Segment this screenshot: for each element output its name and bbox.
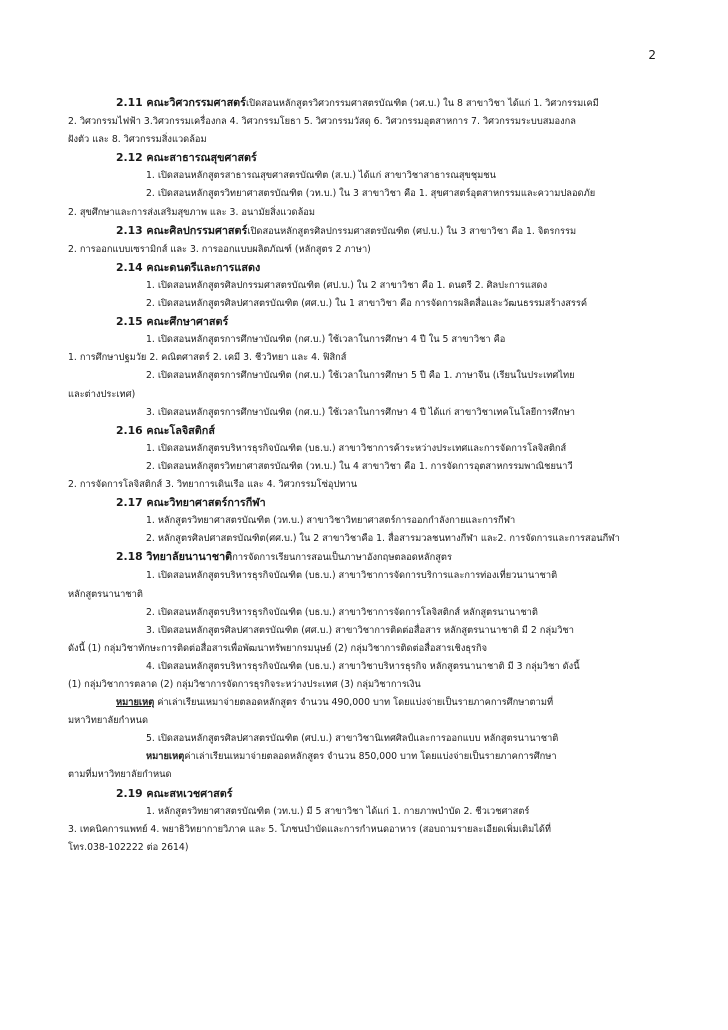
note-text: ค่าเล่าเรียนเหมาจ่ายตลอดหลักสูตร จำนวน 490,000 บาท โดยแบ่งจ่ายเป็นรายภาคการศึกษาตามที่ — [154, 697, 554, 709]
section-text: เปิดสอนหลักสูตรศิลปกรรมศาสตรบัณฑิต (ศป.บ.) ใน 3 สาขาวิชา คือ 1. จิตรกรรม — [247, 225, 577, 237]
section-text: 2. สุขศึกษาและการส่งเสริมสุขภาพ และ 3. อนามัยสิ่งแวดล้อม — [68, 206, 315, 218]
section-text: หลักสูตรนานาชาติ — [68, 588, 143, 600]
section-2-16-title: 2.16 คณะโลจิสติกส์ — [116, 423, 215, 437]
section-text: 4. เปิดสอนหลักสูตรบริหารธุรกิจบัณฑิต (บธ.บ.) สาขาวิชาบริหารธุรกิจ หลักสูตรนานาชาติ มี 3 กลุ่มวิชา ดังนี้ — [146, 660, 580, 672]
section-text: 1. เปิดสอนหลักสูตรสาธารณสุขศาสตรบัณฑิต (ส.บ.) ได้แก่ สาขาวิชาสาธารณสุขชุมชน — [146, 170, 496, 182]
page-number: 2 — [648, 48, 656, 62]
section-2-19-title: 2.19 คณะสหเวชศาสตร์ — [116, 786, 233, 800]
note-label: หมายเหตุ — [146, 751, 185, 763]
section-text: 3. เปิดสอนหลักสูตรศิลปศาสตรบัณฑิต (ศศ.บ.) สาขาวิชาการติดต่อสื่อสาร หลักสูตรนานาชาติ มี 2 กลุ่มวิชา — [146, 624, 574, 636]
section-text: 3. เทคนิคการแพทย์ 4. พยาธิวิทยากายวิภาค และ 5. โภชนบำบัดและการกำหนดอาหาร (สอบถามรายละเอียดเพิ่มเติมได้ที่ — [68, 823, 552, 835]
section-text: 2. หลักสูตรศิลปศาสตรบัณฑิต(ศศ.บ.) ใน 2 สาขาวิชาคือ 1. สื่อสารมวลชนทางกีฬา และ2. การจัดการและการสอนกีฬา — [146, 533, 620, 545]
section-text: 2. เปิดสอนหลักสูตรวิทยาศาสตรบัณฑิต (วท.บ.) ใน 3 สาขาวิชา คือ 1. สุขศาสตร์อุตสาหกรรมและความปลอดภัย — [146, 188, 596, 200]
section-text: 1. การศึกษาปฐมวัย 2. คณิตศาสตร์ 2. เคมี 3. ชีววิทยา และ 4. ฟิสิกส์ — [68, 352, 347, 364]
section-text: การจัดการเรียนการสอนเป็นภาษาอังกฤษตลอดหลักสูตร — [232, 552, 452, 564]
note-line — [68, 748, 662, 766]
section-text: (1) กลุ่มวิชาการตลาด (2) กลุ่มวิชาการจัดการธุรกิจระหว่างประเทศ (3) กลุ่มวิชาการเงิน — [68, 679, 421, 690]
note-text: ตามที่มหาวิทยาลัยกำหนด — [68, 769, 172, 781]
section-text: 3. เปิดสอนหลักสูตรการศึกษาบัณฑิต (กศ.บ.) ใช้เวลาในการศึกษา 4 ปี ได้แก่ สาขาวิชาเทคโนโลยีการศึกษา — [146, 406, 575, 418]
section-text: ฝังตัว และ 8. วิศวกรรมสิ่งแวดล้อม — [68, 134, 207, 146]
section-2-15-title: 2.15 คณะศึกษาศาสตร์ — [116, 315, 229, 329]
section-text: 1. หลักสูตรวิทยาศาสตรบัณฑิต (วท.บ.) มี 5 สาขาวิชา ได้แก่ 1. กายภาพบำบัด 2. ชีวเวชศาสตร์ — [146, 805, 530, 817]
section-text: เปิดสอนหลักสูตรวิศวกรรมศาสตรบัณฑิต (วศ.บ.) ใน 8 สาขาวิชา ได้แก่ 1. วิศวกรรมเคมี — [245, 98, 599, 109]
section-title: 2.18 วิทยาลัยนานาชาติ — [116, 550, 233, 564]
section-title: 2.11 คณะวิศวกรรมศาสตร์ — [116, 96, 246, 109]
section-text: โทร.038-102222 ต่อ 2614) — [68, 841, 189, 853]
note-line — [68, 694, 662, 712]
note-label: หมายเหตุ — [116, 697, 155, 709]
section-2-18-heading — [68, 548, 662, 567]
section-text: ดังนี้ (1) กลุ่มวิชาทักษะการติดต่อสื่อสารเพื่อพัฒนาทรัพยากรมนุษย์ (2) กลุ่มวิชาการติดต่อสื่อสารเชิงธุรกิจ — [68, 642, 488, 654]
section-text: 2. เปิดสอนหลักสูตรวิทยาศาสตรบัณฑิต (วท.บ.) ใน 4 สาขาวิชา คือ 1. การจัดการอุตสาหกรรมพาณิชยนาวี — [146, 460, 573, 472]
section-2-11-heading — [68, 94, 662, 113]
section-text: 2. การจัดการโลจิสติกส์ 3. วิทยาการเดินเรือ และ 4. วิศวกรรมโซ่อุปทาน — [68, 478, 358, 490]
section-text: 1. หลักสูตรวิทยาศาสตรบัณฑิต (วท.บ.) สาขาวิชาวิทยาศาสตร์การออกกำลังกายและการกีฬา — [146, 515, 516, 527]
section-text: 1. เปิดสอนหลักสูตรศิลปกรรมศาสตรบัณฑิต (ศป.บ.) ใน 2 สาขาวิชา คือ 1. ดนตรี 2. ศิลปะการแสดง — [146, 279, 548, 291]
section-text: 2. เปิดสอนหลักสูตรการศึกษาบัณฑิต (กศ.บ.) ใช้เวลาในการศึกษา 5 ปี คือ 1. ภาษาจีน (เรียนในประเทศไทย — [146, 370, 575, 382]
section-text: 5. เปิดสอนหลักสูตรศิลปศาสตรบัณฑิต (ศป.บ.) สาขาวิชานิเทศศิลป์และการออกแบบ หลักสูตรนานาชาติ — [146, 733, 559, 745]
section-2-13-heading — [68, 222, 662, 241]
section-text: 2. การออกแบบเซรามิกส์ และ 3. การออกแบบผลิตภัณฑ์ (หลักสูตร 2 ภาษา) — [68, 243, 371, 255]
section-text: 2. เปิดสอนหลักสูตรบริหารธุรกิจบัณฑิต (บธ.บ.) สาขาวิชาการจัดการโลจิสติกส์ หลักสูตรนานาชาติ — [146, 606, 538, 618]
section-text: 1. เปิดสอนหลักสูตรการศึกษาบัณฑิต (กศ.บ.) ใช้เวลาในการศึกษา 4 ปี ใน 5 สาขาวิชา คือ — [146, 334, 506, 346]
page-content — [68, 94, 662, 857]
note-text: ค่าเล่าเรียนเหมาจ่ายตลอดหลักสูตร จำนวน 850,000 บาท โดยแบ่งจ่ายเป็นรายภาคการศึกษา — [184, 751, 557, 763]
section-text: 2. วิศวกรรมไฟฟ้า 3.วิศวกรรมเครื่องกล 4. วิศวกรรมโยธา 5. วิศวกรรมวัสดุ 6. วิศวกรรมอุตสาหการ 7. วิศวกรรมระบบสมองกล — [68, 116, 576, 128]
section-text: 1. เปิดสอนหลักสูตรบริหารธุรกิจบัณฑิต (บธ.บ.) สาขาวิชาการจัดการบริการและการท่องเที่ยวนานาชาติ — [146, 570, 558, 582]
section-2-14-title: 2.14 คณะดนตรีและการแสดง — [116, 260, 261, 274]
section-text: และต่างประเทศ) — [68, 388, 136, 400]
section-text: 1. เปิดสอนหลักสูตรบริหารธุรกิจบัณฑิต (บธ.บ.) สาขาวิชาการค้าระหว่างประเทศและการจัดการโลจิสติกส์ — [146, 442, 567, 454]
note-text: มหาวิทยาลัยกำหนด — [68, 715, 149, 727]
section-text: 2. เปิดสอนหลักสูตรศิลปศาสตรบัณฑิต (ศศ.บ.) ใน 1 สาขาวิชา คือ การจัดการผลิตสื่อและวัฒนธรรมสร้างสรรค์ — [146, 298, 588, 310]
section-2-17-title: 2.17 คณะวิทยาศาสตร์การกีฬา — [116, 496, 266, 510]
section-2-12-title: 2.12 คณะสาธารณสุขศาสตร์ — [116, 151, 257, 165]
section-title: 2.13 คณะศิลปกรรมศาสตร์ — [116, 223, 248, 237]
